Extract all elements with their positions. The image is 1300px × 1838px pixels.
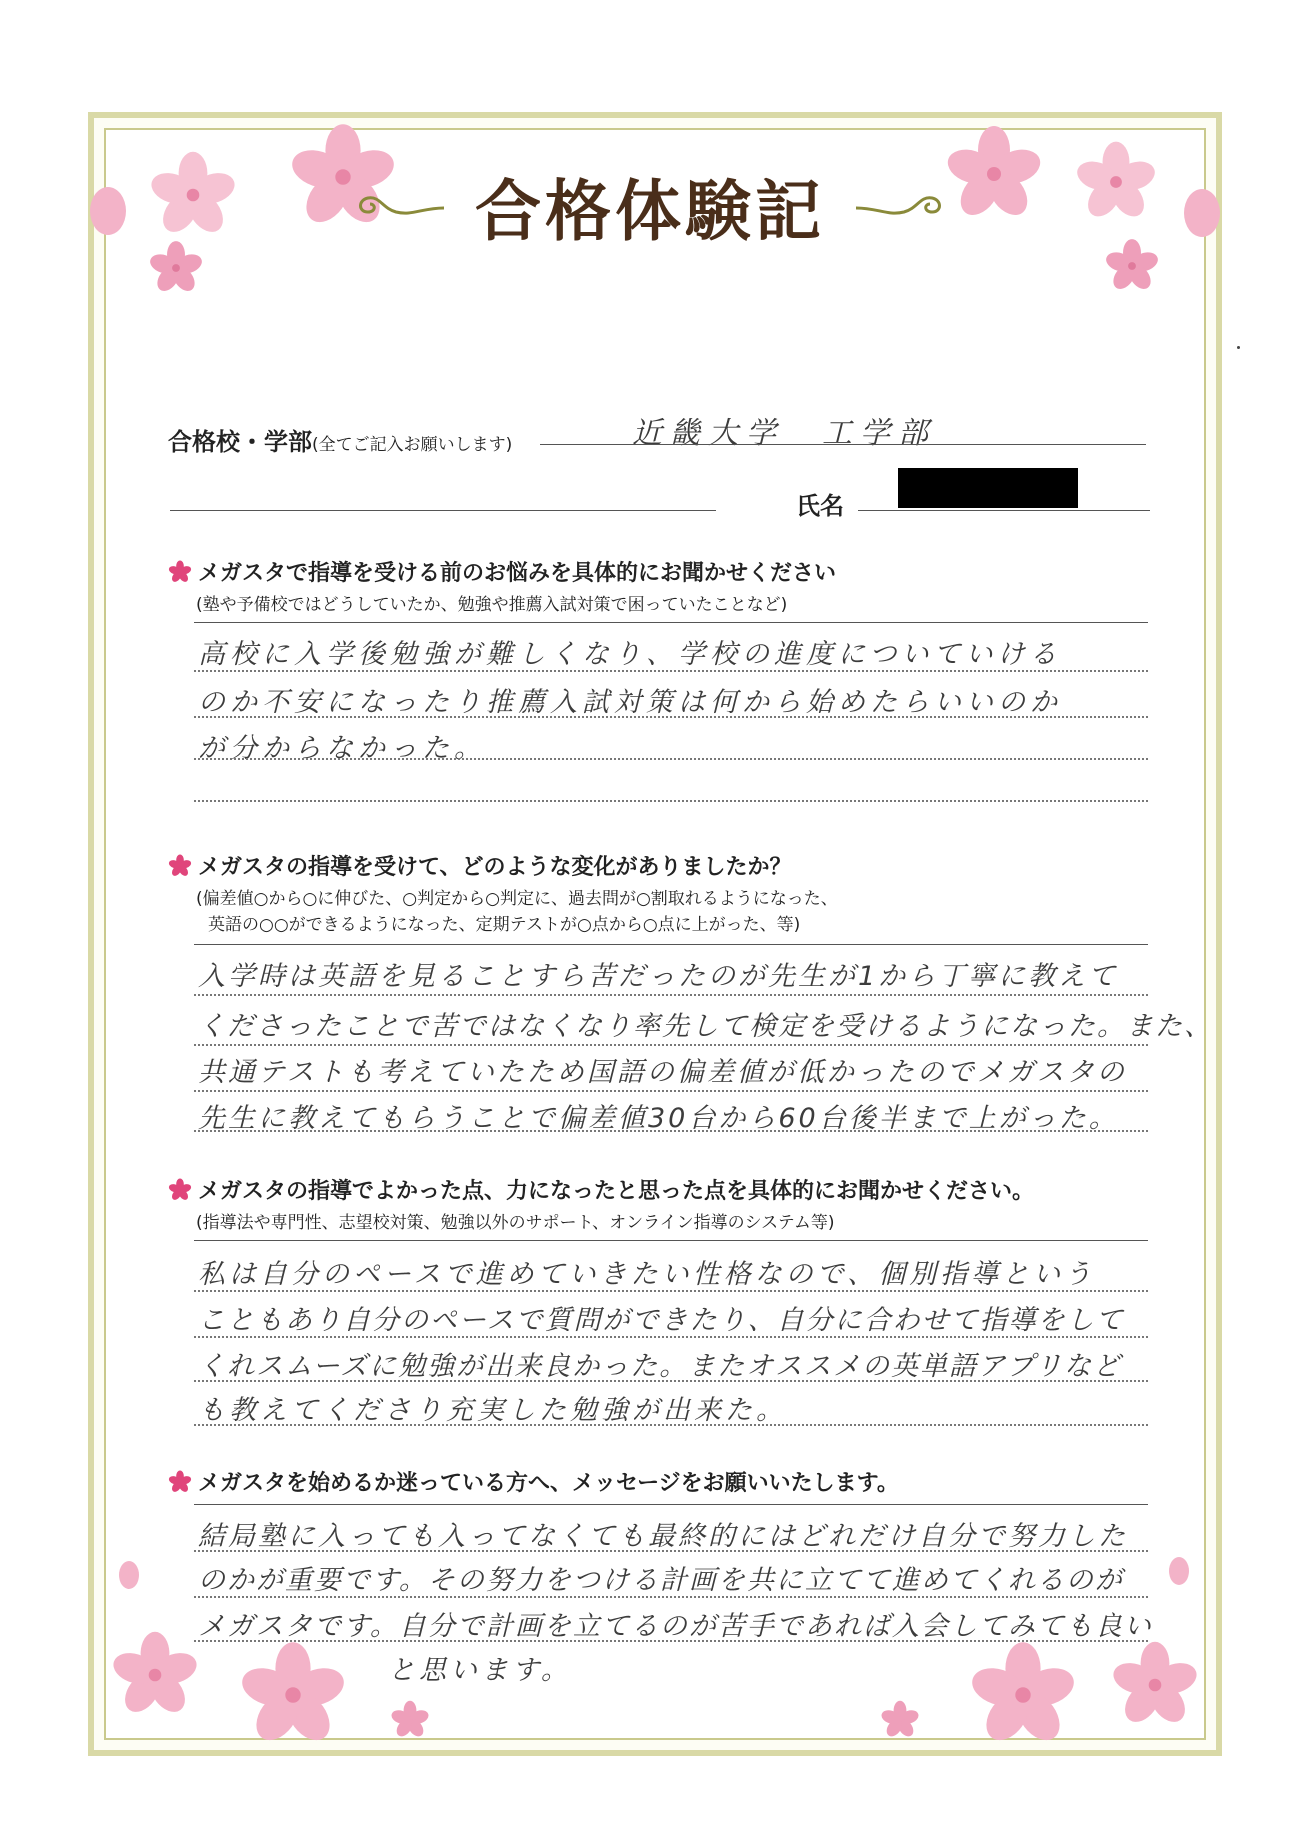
answer-rule: [194, 716, 1148, 718]
cherry-blossom-icon: [1168, 1556, 1190, 1586]
answer-rule: [194, 1044, 1148, 1046]
sakura-icon: [168, 854, 192, 878]
cherry-blossom-icon: [238, 1640, 348, 1750]
section-2-heading: [168, 850, 792, 881]
section-4-answer-line-1: 結局塾に入っても入ってなくても最終的にはどれだけ自分で努力した: [198, 1521, 1128, 1552]
redaction-box: [898, 468, 1078, 508]
answer-rule: [194, 1290, 1148, 1292]
section-1-rule: [194, 622, 1148, 623]
section-3-answer-line-1: 私は自分のペースで進めていきたい性格なので、個別指導という: [198, 1259, 1096, 1290]
section-3-sub: (指導法や専門性、志望校対策、勉強以外のサポート、オンライン指導のシステム等): [196, 1213, 835, 1233]
name-label: 氏名: [796, 492, 844, 520]
section-2-answer-line-2: くださったことで苦ではなくなり率先して検定を受けるようになった。また、: [198, 1011, 1213, 1042]
section-4-answer-line-4: と思います。: [388, 1655, 572, 1686]
school-label: 合格校・学部: [168, 428, 312, 456]
section-2-answer-line-4: 先生に教えてもらうことで偏差値30台から60台後半まで上がった。: [198, 1103, 1119, 1134]
cherry-blossom-icon: [968, 1640, 1078, 1750]
answer-rule: [194, 1336, 1148, 1338]
scan-speck: [1237, 346, 1240, 349]
section-3-answer-line-2: こともあり自分のペースで質問ができたり、自分に合わせて指導をして: [198, 1305, 1125, 1336]
answer-rule: [194, 994, 1148, 996]
cherry-blossom-icon: [110, 1630, 200, 1720]
cherry-blossom-icon: [1110, 1640, 1200, 1730]
page-title: 合格体験記: [475, 172, 825, 250]
section-4-answer-line-2: のかが重要です。その努力をつける計画を共に立てて進めてくれるのが: [198, 1565, 1124, 1596]
section-1-answer-line-1: 高校に入学後勉強が難しくなり、学校の進度についていける: [198, 639, 1062, 670]
school-underline: [540, 444, 1146, 445]
section-3-answer-line-4: も教えてくださり充実した勉強が出来た。: [198, 1395, 787, 1426]
blank-underline: [170, 510, 716, 511]
section-4-heading: [168, 1466, 899, 1497]
section-2-sub-2: 英語の○○ができるようになった、定期テストが○点から○点に上がった、等): [208, 915, 801, 935]
answer-rule: [194, 670, 1148, 672]
answer-rule: [194, 1640, 1148, 1642]
section-1-sub: (塾や予備校ではどうしていたか、勉強や推薦入試対策で困っていたことなど): [196, 595, 788, 615]
answer-rule: [194, 1424, 1148, 1426]
section-1-answer-line-2: のか不安になったり推薦入試対策は何から始めたらいいのか: [198, 687, 1062, 718]
section-4-heading-text: メガスタを始めるか迷っている方へ、メッセージをお願いいたします。: [198, 1471, 899, 1496]
cherry-blossom-icon: [118, 1560, 140, 1590]
section-2-answer-line-3: 共通テストも考えていたため国語の偏差値が低かったのでメガスタの: [198, 1057, 1127, 1088]
sakura-icon: [168, 1178, 192, 1202]
cherry-blossom-icon: [880, 1700, 920, 1740]
section-3-heading-text: メガスタの指導でよかった点、力になったと思った点を具体的にお聞かせください。: [198, 1179, 1035, 1204]
section-3-heading: [168, 1174, 1034, 1205]
section-1-answer-line-3: が分からなかった。: [198, 733, 486, 764]
section-4-answer-line-3: メガスタです。自分で計画を立てるのが苦手であれば入会してみても良い: [198, 1611, 1153, 1642]
cherry-blossom-icon: [390, 1700, 430, 1740]
section-3-answer-line-3: くれスムーズに勉強が出来良かった。またオススメの英単語アプリなど: [198, 1351, 1122, 1382]
answer-rule: [194, 1380, 1148, 1382]
answer-rule: [194, 1596, 1148, 1598]
scroll-flourish-icon: [352, 186, 448, 226]
answer-rule: [194, 800, 1148, 802]
school-label-row: [168, 422, 512, 457]
name-underline: [858, 510, 1150, 511]
section-2-answer-line-1: 入学時は英語を見ることすら苦だったのが先生が1から丁寧に教えて: [198, 961, 1119, 992]
section-1-heading: [168, 556, 836, 587]
answer-rule: [194, 758, 1148, 760]
section-2-sub: (偏差値○から○に伸びた、○判定から○判定に、過去問が○割取れるようになった、: [196, 889, 838, 909]
answer-rule: [194, 1550, 1148, 1552]
section-3-rule: [194, 1240, 1148, 1241]
section-1-heading-text: メガスタで指導を受ける前のお悩みを具体的にお聞かせください: [198, 561, 837, 586]
sakura-icon: [168, 1470, 192, 1494]
sakura-icon: [168, 560, 192, 584]
school-value: 近畿大学 工学部: [632, 416, 936, 451]
section-2-heading-text: メガスタの指導を受けて、どのような変化がありましたか？: [198, 855, 792, 880]
section-2-rule: [194, 944, 1148, 945]
school-note: (全てご記入お願いします): [312, 435, 513, 455]
scroll-flourish-icon: [852, 186, 948, 226]
answer-rule: [194, 1090, 1148, 1092]
title-bar: [0, 158, 1300, 253]
section-4-rule: [194, 1504, 1148, 1505]
answer-rule: [194, 1130, 1148, 1132]
